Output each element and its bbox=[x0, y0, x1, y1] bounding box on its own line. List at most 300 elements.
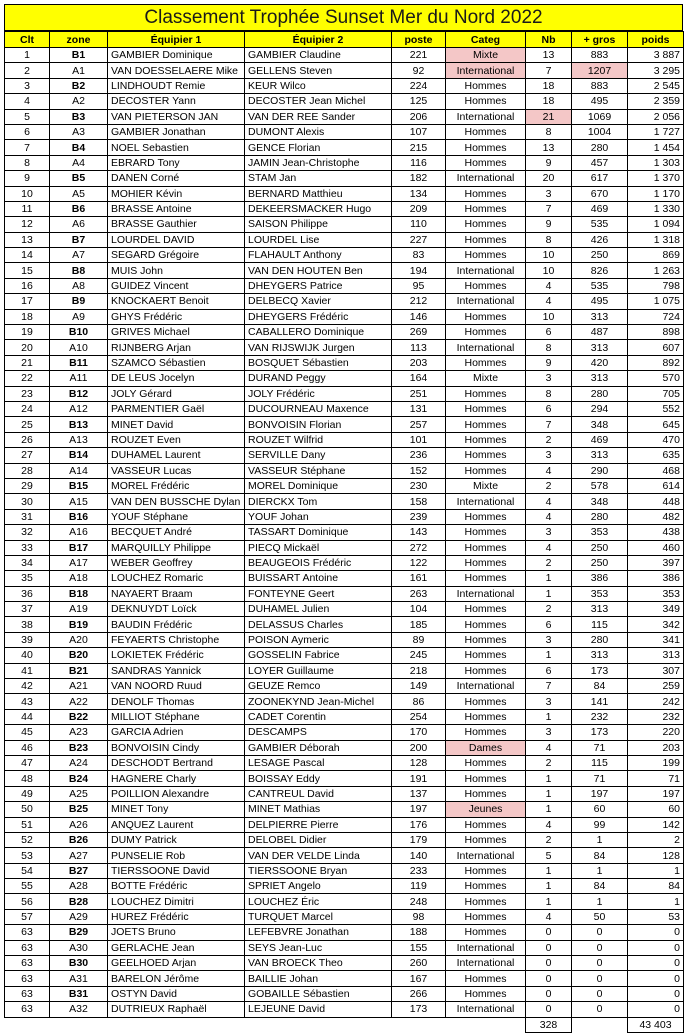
cell-nb: 3 bbox=[526, 525, 572, 540]
cell-categ: Dames bbox=[446, 740, 526, 755]
cell-poste: 113 bbox=[392, 340, 446, 355]
cell-clt: 17 bbox=[5, 294, 50, 309]
totals-row bbox=[5, 1017, 684, 1032]
cell-zone: A30 bbox=[50, 940, 108, 955]
header-nb: Nb bbox=[526, 32, 572, 48]
cell-poids: 705 bbox=[628, 386, 684, 401]
cell-poids: 313 bbox=[628, 648, 684, 663]
cell-nb: 1 bbox=[526, 709, 572, 724]
header-poids: poids bbox=[628, 32, 684, 48]
cell-nb: 13 bbox=[526, 48, 572, 63]
cell-equipier-2: ROUZET Wilfrid bbox=[245, 432, 392, 447]
cell-equipier-1: VAN NOORD Ruud bbox=[108, 679, 245, 694]
cell-nb: 6 bbox=[526, 617, 572, 632]
table-row bbox=[5, 232, 684, 247]
cell-plus-gros: 84 bbox=[572, 679, 628, 694]
cell-equipier-1: MOHIER Kévin bbox=[108, 186, 245, 201]
cell-categ: International bbox=[446, 679, 526, 694]
cell-equipier-2: GELLENS Steven bbox=[245, 63, 392, 78]
cell-equipier-1: KNOCKAERT Benoit bbox=[108, 294, 245, 309]
cell-equipier-2: MOREL Dominique bbox=[245, 478, 392, 493]
cell-poids: 3 295 bbox=[628, 63, 684, 78]
cell-categ: Mixte bbox=[446, 478, 526, 493]
cell-plus-gros: 71 bbox=[572, 740, 628, 755]
cell-clt: 52 bbox=[5, 832, 50, 847]
cell-clt: 11 bbox=[5, 201, 50, 216]
cell-nb: 4 bbox=[526, 294, 572, 309]
cell-equipier-2: DECOSTER Jean Michel bbox=[245, 94, 392, 109]
cell-zone: A31 bbox=[50, 971, 108, 986]
cell-poste: 257 bbox=[392, 417, 446, 432]
cell-categ: International bbox=[446, 940, 526, 955]
cell-poste: 206 bbox=[392, 109, 446, 124]
cell-poste: 245 bbox=[392, 648, 446, 663]
cell-plus-gros: 535 bbox=[572, 278, 628, 293]
cell-clt: 56 bbox=[5, 894, 50, 909]
cell-poste: 134 bbox=[392, 186, 446, 201]
cell-equipier-1: WEBER Geoffrey bbox=[108, 555, 245, 570]
cell-nb: 7 bbox=[526, 679, 572, 694]
cell-equipier-1: MARQUILLY Philippe bbox=[108, 540, 245, 555]
cell-poids: 460 bbox=[628, 540, 684, 555]
cell-plus-gros: 84 bbox=[572, 848, 628, 863]
cell-categ: Hommes bbox=[446, 201, 526, 216]
cell-nb: 2 bbox=[526, 478, 572, 493]
cell-clt: 63 bbox=[5, 1002, 50, 1017]
cell-poids: 84 bbox=[628, 879, 684, 894]
cell-plus-gros: 313 bbox=[572, 648, 628, 663]
cell-nb: 6 bbox=[526, 325, 572, 340]
cell-clt: 43 bbox=[5, 694, 50, 709]
cell-nb: 3 bbox=[526, 694, 572, 709]
cell-clt: 6 bbox=[5, 124, 50, 139]
table-row bbox=[5, 186, 684, 201]
cell-equipier-2: DUMONT Alexis bbox=[245, 124, 392, 139]
header-clt: Clt bbox=[5, 32, 50, 48]
cell-poste: 224 bbox=[392, 78, 446, 93]
cell-equipier-2: DELOBEL Didier bbox=[245, 832, 392, 847]
cell-poids: 242 bbox=[628, 694, 684, 709]
cell-poids: 349 bbox=[628, 602, 684, 617]
cell-zone: B3 bbox=[50, 109, 108, 124]
cell-clt: 39 bbox=[5, 632, 50, 647]
cell-equipier-1: DUTRIEUX Raphaël bbox=[108, 1002, 245, 1017]
cell-clt: 37 bbox=[5, 602, 50, 617]
cell-categ: Hommes bbox=[446, 694, 526, 709]
totals-spacer bbox=[5, 1017, 526, 1032]
cell-poids: 552 bbox=[628, 401, 684, 416]
cell-equipier-1: GRIVES Michael bbox=[108, 325, 245, 340]
cell-poste: 170 bbox=[392, 725, 446, 740]
cell-zone: A15 bbox=[50, 494, 108, 509]
cell-poids: 2 359 bbox=[628, 94, 684, 109]
table-row bbox=[5, 586, 684, 601]
cell-poste: 92 bbox=[392, 63, 446, 78]
table-row bbox=[5, 171, 684, 186]
cell-poids: 3 887 bbox=[628, 48, 684, 63]
cell-poids: 645 bbox=[628, 417, 684, 432]
cell-equipier-1: NOEL Sebastien bbox=[108, 140, 245, 155]
cell-plus-gros: 457 bbox=[572, 155, 628, 170]
cell-equipier-2: BOISSAY Eddy bbox=[245, 771, 392, 786]
cell-poids: 0 bbox=[628, 971, 684, 986]
cell-plus-gros: 232 bbox=[572, 709, 628, 724]
table-row bbox=[5, 755, 684, 770]
cell-equipier-2: DUCOURNEAU Maxence bbox=[245, 401, 392, 416]
cell-nb: 9 bbox=[526, 355, 572, 370]
cell-zone: A9 bbox=[50, 309, 108, 324]
cell-zone: B4 bbox=[50, 140, 108, 155]
cell-poids: 232 bbox=[628, 709, 684, 724]
cell-clt: 3 bbox=[5, 78, 50, 93]
cell-equipier-1: MUIS John bbox=[108, 263, 245, 278]
cell-poids: 342 bbox=[628, 617, 684, 632]
cell-poids: 470 bbox=[628, 432, 684, 447]
cell-poids: 0 bbox=[628, 986, 684, 1001]
cell-zone: A25 bbox=[50, 786, 108, 801]
cell-clt: 46 bbox=[5, 740, 50, 755]
cell-plus-gros: 71 bbox=[572, 771, 628, 786]
cell-plus-gros: 578 bbox=[572, 478, 628, 493]
cell-clt: 30 bbox=[5, 494, 50, 509]
table-row bbox=[5, 371, 684, 386]
cell-categ: Hommes bbox=[446, 248, 526, 263]
cell-clt: 31 bbox=[5, 509, 50, 524]
cell-poids: 1 454 bbox=[628, 140, 684, 155]
cell-categ: Hommes bbox=[446, 325, 526, 340]
cell-clt: 28 bbox=[5, 463, 50, 478]
cell-zone: B15 bbox=[50, 478, 108, 493]
cell-poste: 101 bbox=[392, 432, 446, 447]
cell-nb: 0 bbox=[526, 1002, 572, 1017]
cell-plus-gros: 280 bbox=[572, 140, 628, 155]
cell-categ: Hommes bbox=[446, 986, 526, 1001]
cell-categ: Hommes bbox=[446, 755, 526, 770]
cell-categ: Hommes bbox=[446, 971, 526, 986]
cell-poids: 199 bbox=[628, 755, 684, 770]
cell-nb: 8 bbox=[526, 386, 572, 401]
cell-poste: 227 bbox=[392, 232, 446, 247]
cell-clt: 63 bbox=[5, 925, 50, 940]
cell-nb: 7 bbox=[526, 417, 572, 432]
cell-equipier-1: GHYS Frédéric bbox=[108, 309, 245, 324]
cell-poste: 107 bbox=[392, 124, 446, 139]
cell-nb: 2 bbox=[526, 755, 572, 770]
cell-equipier-2: BONVOISIN Florian bbox=[245, 417, 392, 432]
cell-zone: B28 bbox=[50, 894, 108, 909]
cell-plus-gros: 0 bbox=[572, 925, 628, 940]
cell-equipier-1: PUNSELIE Rob bbox=[108, 848, 245, 863]
cell-nb: 3 bbox=[526, 725, 572, 740]
cell-plus-gros: 670 bbox=[572, 186, 628, 201]
cell-clt: 63 bbox=[5, 971, 50, 986]
cell-zone: B21 bbox=[50, 663, 108, 678]
cell-plus-gros: 1207 bbox=[572, 63, 628, 78]
table-row bbox=[5, 509, 684, 524]
cell-zone: B30 bbox=[50, 956, 108, 971]
table-row bbox=[5, 632, 684, 647]
cell-equipier-1: POILLION Alexandre bbox=[108, 786, 245, 801]
cell-equipier-1: VASSEUR Lucas bbox=[108, 463, 245, 478]
table-row bbox=[5, 555, 684, 570]
cell-clt: 29 bbox=[5, 478, 50, 493]
cell-poste: 131 bbox=[392, 401, 446, 416]
cell-equipier-2: JOLY Frédéric bbox=[245, 386, 392, 401]
cell-zone: A18 bbox=[50, 571, 108, 586]
cell-equipier-1: BOTTE Frédéric bbox=[108, 879, 245, 894]
cell-categ: Hommes bbox=[446, 78, 526, 93]
cell-poste: 176 bbox=[392, 817, 446, 832]
cell-poste: 230 bbox=[392, 478, 446, 493]
cell-categ: Hommes bbox=[446, 217, 526, 232]
cell-poste: 218 bbox=[392, 663, 446, 678]
cell-nb: 1 bbox=[526, 879, 572, 894]
cell-plus-gros: 313 bbox=[572, 340, 628, 355]
cell-equipier-1: DUHAMEL Laurent bbox=[108, 448, 245, 463]
cell-poste: 98 bbox=[392, 909, 446, 924]
cell-poids: 798 bbox=[628, 278, 684, 293]
cell-equipier-1: ROUZET Even bbox=[108, 432, 245, 447]
cell-zone: B9 bbox=[50, 294, 108, 309]
cell-poste: 155 bbox=[392, 940, 446, 955]
cell-plus-gros: 141 bbox=[572, 694, 628, 709]
cell-poids: 1 727 bbox=[628, 124, 684, 139]
cell-zone: B10 bbox=[50, 325, 108, 340]
cell-equipier-1: DANEN Corné bbox=[108, 171, 245, 186]
ranking-rows bbox=[5, 48, 684, 1018]
cell-categ: International bbox=[446, 340, 526, 355]
table-row bbox=[5, 340, 684, 355]
cell-nb: 7 bbox=[526, 63, 572, 78]
cell-poids: 635 bbox=[628, 448, 684, 463]
cell-equipier-1: ANQUEZ Laurent bbox=[108, 817, 245, 832]
cell-nb: 1 bbox=[526, 771, 572, 786]
cell-equipier-2: DIERCKX Tom bbox=[245, 494, 392, 509]
cell-zone: B18 bbox=[50, 586, 108, 601]
cell-plus-gros: 0 bbox=[572, 940, 628, 955]
cell-equipier-2: LOURDEL Lise bbox=[245, 232, 392, 247]
cell-poste: 104 bbox=[392, 602, 446, 617]
cell-nb: 4 bbox=[526, 509, 572, 524]
cell-poids: 128 bbox=[628, 848, 684, 863]
cell-poids: 142 bbox=[628, 817, 684, 832]
cell-clt: 40 bbox=[5, 648, 50, 663]
cell-zone: A11 bbox=[50, 371, 108, 386]
cell-poste: 272 bbox=[392, 540, 446, 555]
cell-nb: 13 bbox=[526, 140, 572, 155]
table-row bbox=[5, 325, 684, 340]
cell-plus-gros: 495 bbox=[572, 294, 628, 309]
cell-equipier-2: JAMIN Jean-Christophe bbox=[245, 155, 392, 170]
cell-poids: 438 bbox=[628, 525, 684, 540]
cell-clt: 18 bbox=[5, 309, 50, 324]
cell-plus-gros: 617 bbox=[572, 171, 628, 186]
cell-clt: 35 bbox=[5, 571, 50, 586]
cell-poste: 269 bbox=[392, 325, 446, 340]
cell-plus-gros: 294 bbox=[572, 401, 628, 416]
cell-poids: 60 bbox=[628, 802, 684, 817]
cell-categ: Mixte bbox=[446, 371, 526, 386]
table-row bbox=[5, 432, 684, 447]
cell-nb: 10 bbox=[526, 248, 572, 263]
cell-plus-gros: 826 bbox=[572, 263, 628, 278]
cell-clt: 1 bbox=[5, 48, 50, 63]
cell-zone: B24 bbox=[50, 771, 108, 786]
cell-categ: Hommes bbox=[446, 417, 526, 432]
cell-plus-gros: 280 bbox=[572, 509, 628, 524]
table-row bbox=[5, 602, 684, 617]
cell-poids: 1 bbox=[628, 863, 684, 878]
cell-equipier-1: BARELON Jérôme bbox=[108, 971, 245, 986]
cell-zone: A27 bbox=[50, 848, 108, 863]
cell-plus-gros: 1069 bbox=[572, 109, 628, 124]
cell-nb: 7 bbox=[526, 201, 572, 216]
cell-poids: 892 bbox=[628, 355, 684, 370]
cell-equipier-1: GAMBIER Dominique bbox=[108, 48, 245, 63]
ranking-table bbox=[4, 31, 684, 1033]
cell-poids: 1 075 bbox=[628, 294, 684, 309]
cell-equipier-2: CABALLERO Dominique bbox=[245, 325, 392, 340]
cell-poste: 122 bbox=[392, 555, 446, 570]
cell-categ: International bbox=[446, 63, 526, 78]
cell-plus-gros: 487 bbox=[572, 325, 628, 340]
cell-categ: Hommes bbox=[446, 155, 526, 170]
cell-poids: 482 bbox=[628, 509, 684, 524]
table-row bbox=[5, 201, 684, 216]
cell-equipier-1: BRASSE Antoine bbox=[108, 201, 245, 216]
cell-clt: 42 bbox=[5, 679, 50, 694]
cell-categ: International bbox=[446, 109, 526, 124]
cell-zone: A28 bbox=[50, 879, 108, 894]
sheet-title: Classement Trophée Sunset Mer du Nord 2022 bbox=[4, 4, 683, 31]
cell-zone: B26 bbox=[50, 832, 108, 847]
cell-plus-gros: 173 bbox=[572, 663, 628, 678]
cell-zone: A22 bbox=[50, 694, 108, 709]
cell-plus-gros: 250 bbox=[572, 555, 628, 570]
cell-equipier-1: BONVOISIN Cindy bbox=[108, 740, 245, 755]
cell-nb: 0 bbox=[526, 940, 572, 955]
cell-poste: 116 bbox=[392, 155, 446, 170]
cell-plus-gros: 0 bbox=[572, 1002, 628, 1017]
cell-plus-gros: 115 bbox=[572, 755, 628, 770]
cell-equipier-1: NAYAERT Braam bbox=[108, 586, 245, 601]
cell-poids: 2 545 bbox=[628, 78, 684, 93]
cell-poids: 0 bbox=[628, 940, 684, 955]
cell-equipier-2: LOYER Guillaume bbox=[245, 663, 392, 678]
cell-nb: 1 bbox=[526, 802, 572, 817]
cell-poste: 263 bbox=[392, 586, 446, 601]
cell-poste: 167 bbox=[392, 971, 446, 986]
cell-poids: 1 318 bbox=[628, 232, 684, 247]
cell-zone: B14 bbox=[50, 448, 108, 463]
cell-poids: 220 bbox=[628, 725, 684, 740]
cell-clt: 8 bbox=[5, 155, 50, 170]
cell-equipier-2: DEKEERSMACKER Hugo bbox=[245, 201, 392, 216]
cell-clt: 63 bbox=[5, 956, 50, 971]
cell-poids: 197 bbox=[628, 786, 684, 801]
cell-equipier-2: GOSSELIN Fabrice bbox=[245, 648, 392, 663]
cell-zone: A16 bbox=[50, 525, 108, 540]
cell-categ: International bbox=[446, 1002, 526, 1017]
table-row bbox=[5, 448, 684, 463]
cell-equipier-1: LINDHOUDT Remie bbox=[108, 78, 245, 93]
cell-categ: International bbox=[446, 494, 526, 509]
cell-nb: 5 bbox=[526, 848, 572, 863]
cell-clt: 33 bbox=[5, 540, 50, 555]
cell-nb: 0 bbox=[526, 925, 572, 940]
cell-equipier-1: MINET David bbox=[108, 417, 245, 432]
cell-categ: Hommes bbox=[446, 432, 526, 447]
cell-categ: International bbox=[446, 848, 526, 863]
cell-equipier-1: GARCIA Adrien bbox=[108, 725, 245, 740]
cell-equipier-2: STAM Jan bbox=[245, 171, 392, 186]
cell-equipier-1: BRASSE Gauthier bbox=[108, 217, 245, 232]
table-row bbox=[5, 832, 684, 847]
cell-poste: 239 bbox=[392, 509, 446, 524]
cell-equipier-1: LOKIETEK Frédéric bbox=[108, 648, 245, 663]
table-row bbox=[5, 709, 684, 724]
cell-equipier-2: GOBAILLE Sébastien bbox=[245, 986, 392, 1001]
cell-nb: 18 bbox=[526, 94, 572, 109]
cell-equipier-1: TIERSSOONE David bbox=[108, 863, 245, 878]
cell-equipier-1: MINET Tony bbox=[108, 802, 245, 817]
cell-zone: A3 bbox=[50, 124, 108, 139]
cell-nb: 2 bbox=[526, 602, 572, 617]
cell-poids: 869 bbox=[628, 248, 684, 263]
cell-poste: 146 bbox=[392, 309, 446, 324]
cell-zone: B17 bbox=[50, 540, 108, 555]
cell-poste: 143 bbox=[392, 525, 446, 540]
cell-nb: 6 bbox=[526, 401, 572, 416]
cell-equipier-1: BECQUET André bbox=[108, 525, 245, 540]
cell-clt: 25 bbox=[5, 417, 50, 432]
cell-equipier-2: VAN DER REE Sander bbox=[245, 109, 392, 124]
cell-equipier-1: OSTYN David bbox=[108, 986, 245, 1001]
cell-plus-gros: 348 bbox=[572, 417, 628, 432]
cell-zone: B23 bbox=[50, 740, 108, 755]
cell-poste: 185 bbox=[392, 617, 446, 632]
cell-equipier-2: DELASSUS Charles bbox=[245, 617, 392, 632]
cell-plus-gros: 290 bbox=[572, 463, 628, 478]
table-row bbox=[5, 802, 684, 817]
cell-poste: 137 bbox=[392, 786, 446, 801]
table-row bbox=[5, 925, 684, 940]
cell-plus-gros: 495 bbox=[572, 94, 628, 109]
cell-clt: 10 bbox=[5, 186, 50, 201]
cell-zone: A10 bbox=[50, 340, 108, 355]
cell-clt: 22 bbox=[5, 371, 50, 386]
cell-equipier-2: CADET Corentin bbox=[245, 709, 392, 724]
table-row bbox=[5, 1002, 684, 1017]
cell-nb: 9 bbox=[526, 155, 572, 170]
cell-zone: A29 bbox=[50, 909, 108, 924]
cell-categ: Hommes bbox=[446, 124, 526, 139]
cell-poste: 200 bbox=[392, 740, 446, 755]
cell-equipier-2: DURAND Peggy bbox=[245, 371, 392, 386]
table-row bbox=[5, 894, 684, 909]
cell-zone: A6 bbox=[50, 217, 108, 232]
cell-zone: B8 bbox=[50, 263, 108, 278]
cell-equipier-1: JOLY Gérard bbox=[108, 386, 245, 401]
cell-categ: Hommes bbox=[446, 771, 526, 786]
cell-poste: 110 bbox=[392, 217, 446, 232]
cell-clt: 7 bbox=[5, 140, 50, 155]
ranking-sheet bbox=[4, 4, 683, 1033]
cell-poids: 1 bbox=[628, 894, 684, 909]
cell-poids: 0 bbox=[628, 1002, 684, 1017]
cell-plus-gros: 280 bbox=[572, 632, 628, 647]
cell-plus-gros: 426 bbox=[572, 232, 628, 247]
